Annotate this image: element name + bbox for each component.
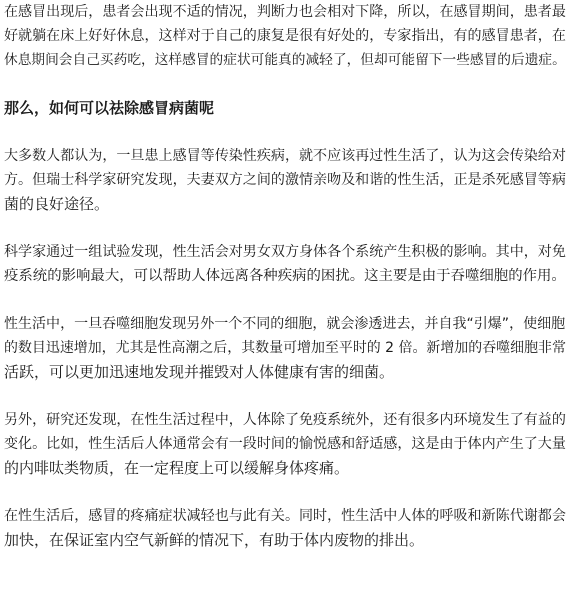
- paragraph-internal-environment: [4, 408, 566, 480]
- paragraph-gap: [4, 384, 566, 408]
- text-line: 活跃，可以更加迅速地发现并摧毁对人体健康有害的细菌。: [4, 363, 395, 381]
- paragraph-experiment: [4, 240, 566, 288]
- text-line: 加快，在保证室内空气新鲜的情况下，有助于体内废物的排出。: [4, 531, 425, 549]
- text-line: 性生活中，一旦吞噬细胞发现另外一个不同的细胞，就会渗透进去，并自我“引爆”，使细胞: [4, 316, 566, 332]
- paragraph-common-belief: [4, 144, 566, 216]
- text-line: 的数目迅速增加，尤其是性高潮之后，其数量可增加至平时的 2 倍。新增加的吞噬细胞非常: [4, 340, 566, 356]
- section-heading: [4, 96, 566, 120]
- paragraph-gap: [4, 288, 566, 312]
- text-line: 好就躺在床上好好休息，这样对于自己的康复是很有好处的，专家指出，有的感冒患者，在: [4, 28, 566, 44]
- text-line: 科学家通过一组试验发现，性生活会对男女双方身体各个系统产生积极的影响。其中，对免: [4, 244, 566, 260]
- heading-text: 那么，如何可以祛除感冒病菌呢: [4, 99, 215, 117]
- paragraph-pain-relief: [4, 504, 566, 552]
- paragraph-gap: [4, 120, 566, 144]
- text-line: 在性生活后，感冒的疼痛症状减轻也与此有关。同时，性生活中人体的呼吸和新陈代谢都会: [4, 508, 566, 524]
- paragraph-phagocytes: [4, 312, 566, 384]
- text-line: 菌的良好途径。: [4, 195, 110, 213]
- paragraph-gap: [4, 216, 566, 240]
- text-line: 大多数人都认为，一旦患上感冒等传染性疾病，就不应该再过性生活了，认为这会传染给对: [4, 148, 566, 164]
- article-body: [4, 0, 566, 552]
- text-line: 变化。比如，性生活后人体通常会有一段时间的愉悦感和舒适感，这是由于体内产生了大量: [4, 436, 566, 452]
- text-line: 在感冒出现后，患者会出现不适的情况，判断力也会相对下降，所以，在感冒期间，患者最: [4, 4, 566, 20]
- text-line: 另外，研究还发现，在性生活过程中，人体除了免疫系统外，还有很多内环境发生了有益的: [4, 412, 566, 428]
- paragraph-intro: [4, 0, 566, 72]
- text-line: 疫系统的影响最大，可以帮助人体远离各种疾病的困扰。这主要是由于吞噬细胞的作用。: [4, 268, 566, 284]
- text-line: 休息期间会自己买药吃，这样感冒的症状可能真的减轻了，但却可能留下一些感冒的后遗症。: [4, 52, 566, 68]
- paragraph-gap: [4, 480, 566, 504]
- paragraph-gap: [4, 72, 566, 96]
- text-line: 的内啡呔类物质，在一定程度上可以缓解身体疼痛。: [4, 459, 350, 477]
- text-line: 方。但瑞士科学家研究发现，夫妻双方之间的激情亲吻及和谐的性生活，正是杀死感冒等病: [4, 172, 566, 188]
